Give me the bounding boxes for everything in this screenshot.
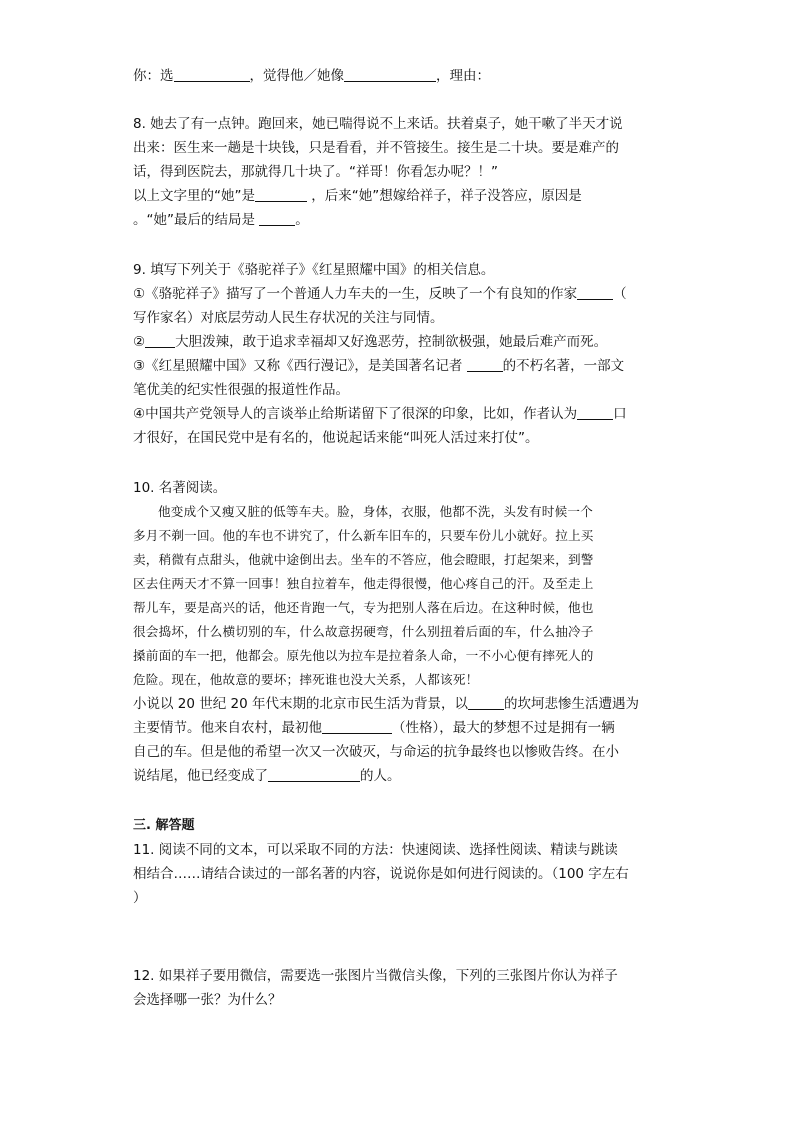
q8-number: 8. <box>133 116 146 132</box>
q10-passage-2 <box>133 526 594 546</box>
section-3-heading-text: 三. 解答题 <box>133 818 195 833</box>
q11-number: 11. <box>133 842 155 858</box>
q11-text-1: 阅读不同的文本，可以采取不同的方法：快速阅读、选择性阅读、精读与跳读 <box>158 842 618 858</box>
q9-item-3-line-2 <box>133 380 349 400</box>
q9-item-2b: 大胆泼辣，敢于追求幸福却又好逸恶劳，控制欲极强，她最后难产而死。 <box>175 334 608 350</box>
q9-item-1-line-2 <box>133 308 444 328</box>
q8-text-1: 她去了有一点钟。跑回来，她已喘得说不上来话。扶着桌子，她干嗽了半天才说 <box>150 116 623 132</box>
q7-answer-line <box>133 66 490 86</box>
q11-text-2: 相结合……请结合读过的一部名著的内容，说说你是如何进行阅读的。（100 字左右 <box>133 866 629 882</box>
q8-line-1 <box>133 114 623 134</box>
q9-blank-character <box>145 333 175 348</box>
q12-text-1: 如果祥子要用微信，需要选一张图片当微信头像，下列的三张图片你认为祥子 <box>158 968 618 984</box>
q11-text-3: ） <box>133 890 147 906</box>
q10-passage-8 <box>133 670 478 690</box>
q8-line-4 <box>133 186 582 206</box>
q9-item-4-line-1 <box>133 404 627 424</box>
q11-line-3 <box>133 888 147 908</box>
q9-item-4-line-2 <box>133 428 539 448</box>
q10-passage-4 <box>133 574 594 594</box>
q10-passage-text-2: 多月不剃一回。他的车也不讲究了，什么新车旧车的，只要车份儿小就好。拉上买 <box>133 528 594 543</box>
q10-answer-3: 自己的车。但是他的希望一次又一次破灭，与命运的抗争最终也以惨败告终。在小 <box>133 744 619 760</box>
q10-passage-7 <box>133 646 594 666</box>
q9-item-3c: 笔优美的纪实性很强的报道性作品。 <box>133 382 349 398</box>
q11-line-2 <box>133 864 629 884</box>
q10-passage-text-7: 搡前面的车一把，他都会。原先他以为拉车是拉着条人命，一不小心便有摔死人的 <box>133 648 594 663</box>
q9-blank-author <box>577 285 613 300</box>
q7-mid: ，觉得他／她像 <box>249 68 344 84</box>
q8-text-4a: 以上文字里的“她”是 <box>133 188 255 204</box>
q9-item-1a: ①《骆驼祥子》描写了一个普通人力车夫的一生，反映了一个有良知的作家 <box>133 286 578 302</box>
q8-text-2: 出来：医生来一趟是十块钱，只是看看，并不管接生。接生是二十块。要是难产的 <box>133 140 619 156</box>
q8-text-5b: 。 <box>295 212 309 228</box>
q9-item-2-line <box>133 332 607 352</box>
q7-suffix: ，理由： <box>436 68 490 84</box>
q10-passage-text-5: 帮儿车，要是高兴的话，他还肯跑一气，专为把别人落在后边。在这种时候，他也 <box>133 600 594 615</box>
q8-text-4b: ，后来“她”想嫁给祥子，祥子没答应，原因是 <box>311 188 582 204</box>
q9-intro: 填写下列关于《骆驼祥子》《红星照耀中国》的相关信息。 <box>150 262 495 278</box>
q10-answer-1a: 小说以 20 世纪 20 年代末期的北京市民生活为背景，以 <box>133 696 469 712</box>
q10-passage-text-6: 很会捣坏，什么横切别的车，什么故意拐硬弯，什么别扭着后面的车，什么抽冷子 <box>133 624 594 639</box>
q10-answer-2b: （性格），最大的梦想不过是拥有一辆 <box>392 720 615 736</box>
q10-answer-2a: 主要情节。他来自农村，最初他 <box>133 720 322 736</box>
q7-blank-choice <box>174 67 250 82</box>
q10-title: 名著阅读。 <box>158 480 227 496</box>
q8-blank-she <box>255 187 307 202</box>
q9-item-1b: （ <box>613 286 627 302</box>
q8-text-5a: 。“她”最后的结局是 <box>133 212 255 228</box>
q10-passage-text-1: 他变成个又瘦又脏的低等车夫。脸，身体，衣服，他都不洗，头发有时候一个 <box>158 504 593 519</box>
q10-answer-line-1 <box>133 694 639 714</box>
q9-intro-line <box>133 260 494 280</box>
q12-number: 12. <box>133 968 155 984</box>
q12-line-1 <box>133 966 618 986</box>
q10-title-line <box>133 478 226 498</box>
q8-line-3 <box>133 162 498 182</box>
q7-blank-like <box>344 67 436 82</box>
q10-blank-became <box>268 767 360 782</box>
q8-line-5 <box>133 210 309 230</box>
q10-answer-line-3 <box>133 742 619 762</box>
q12-line-2 <box>133 990 282 1010</box>
q12-text-2: 会选择哪一张？为什么？ <box>133 992 282 1008</box>
q9-item-4b: 口 <box>613 406 627 422</box>
q11-line-1 <box>133 840 618 860</box>
q9-item-3a: ③《红星照耀中国》又称《西行漫记》，是美国著名记者 <box>133 358 463 374</box>
q10-blank-personality <box>322 719 392 734</box>
q10-answer-1b: 的坎坷悲惨生活遭遇为 <box>504 696 640 712</box>
q9-item-3b: 的不朽名著，一部文 <box>502 358 625 374</box>
q9-number: 9. <box>133 262 146 278</box>
q10-answer-4b: 的人。 <box>360 768 401 784</box>
q10-passage-5 <box>133 598 594 618</box>
q9-item-3-line-1 <box>133 356 624 376</box>
q10-answer-4a: 说结尾，他已经变成了 <box>133 768 268 784</box>
q10-answer-line-2 <box>133 718 615 738</box>
section-3-heading <box>133 816 194 836</box>
q10-blank-protagonist <box>468 695 504 710</box>
q10-passage-text-8: 危险。现在，他故意的要坏；摔死谁也没大关系，人都该死！ <box>133 672 479 687</box>
q8-blank-ending <box>259 211 295 226</box>
q9-item-4c: 才很好，在国民党中是有名的，他说起话来能“叫死人活过来打仗”。 <box>133 430 539 446</box>
q7-prefix: 你：选 <box>133 68 174 84</box>
q9-item-1-line-1 <box>133 284 627 304</box>
q9-blank-leader <box>577 405 613 420</box>
q10-number: 10. <box>133 480 155 496</box>
q10-passage-6 <box>133 622 594 642</box>
q9-item-2a: ② <box>133 334 146 350</box>
q10-passage-3 <box>133 550 594 570</box>
q10-passage-1 <box>158 502 593 522</box>
q8-text-3: 话，得到医院去，那就得几十块了。“祥哥！你看怎办呢？！” <box>133 164 498 180</box>
q9-blank-reporter <box>467 357 503 372</box>
q10-passage-text-4: 区去住两天才不算一回事！独自拉着车，他走得很慢，他心疼自己的汗。及至走上 <box>133 576 594 591</box>
q9-item-1c: 写作家名）对底层劳动人民生存状况的关注与同情。 <box>133 310 444 326</box>
q10-answer-line-4 <box>133 766 401 786</box>
q8-line-2 <box>133 138 619 158</box>
q10-passage-text-3: 卖，稍微有点甜头，他就中途倒出去。坐车的不答应，他会瞪眼，打起架来，到警 <box>133 552 594 567</box>
q9-item-4a: ④中国共产党领导人的言谈举止给斯诺留下了很深的印象，比如，作者认为 <box>133 406 578 422</box>
